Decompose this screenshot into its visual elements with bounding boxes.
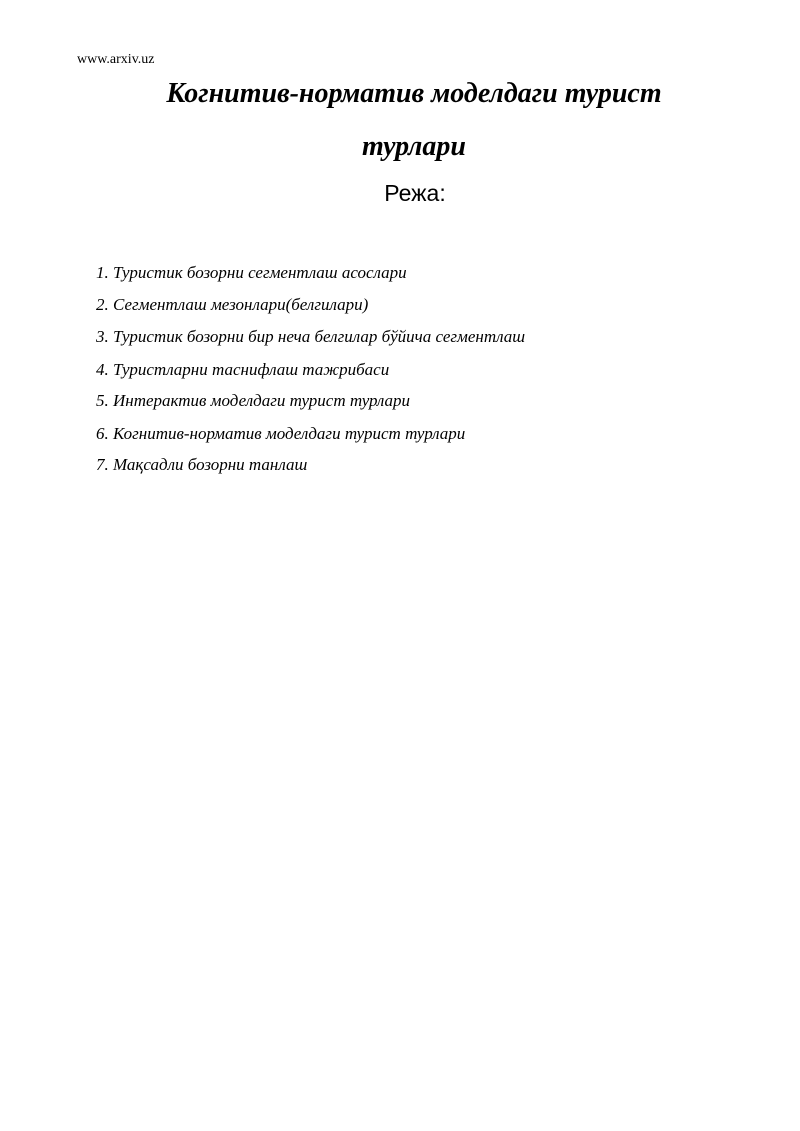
plan-item-6: 6. Когнитив-норматив моделдаги турист турлари (96, 424, 466, 443)
document-title-line-2: турлари (361, 131, 466, 162)
plan-item-3: 3. Туристик бозорни бир неча белгилар бўйича сегментлаш (96, 327, 526, 346)
plan-heading: Режа: (384, 180, 446, 206)
plan-item-7: 7. Мақсадли бозорни танлаш (96, 455, 308, 474)
plan-item-4: 4. Туристларни таснифлаш тажрибаси (96, 360, 390, 379)
plan-item-5: 5. Интерактив моделдаги турист турлари (96, 391, 411, 410)
document-title-line-1: Когнитив-норматив моделдаги турист (166, 78, 662, 109)
plan-item-1: 1. Туристик бозорни сегментлаш асослари (96, 263, 407, 282)
plan-item-2: 2. Сегментлаш мезонлари(белгилари) (96, 295, 369, 314)
site-url: www.arxiv.uz (77, 52, 155, 67)
